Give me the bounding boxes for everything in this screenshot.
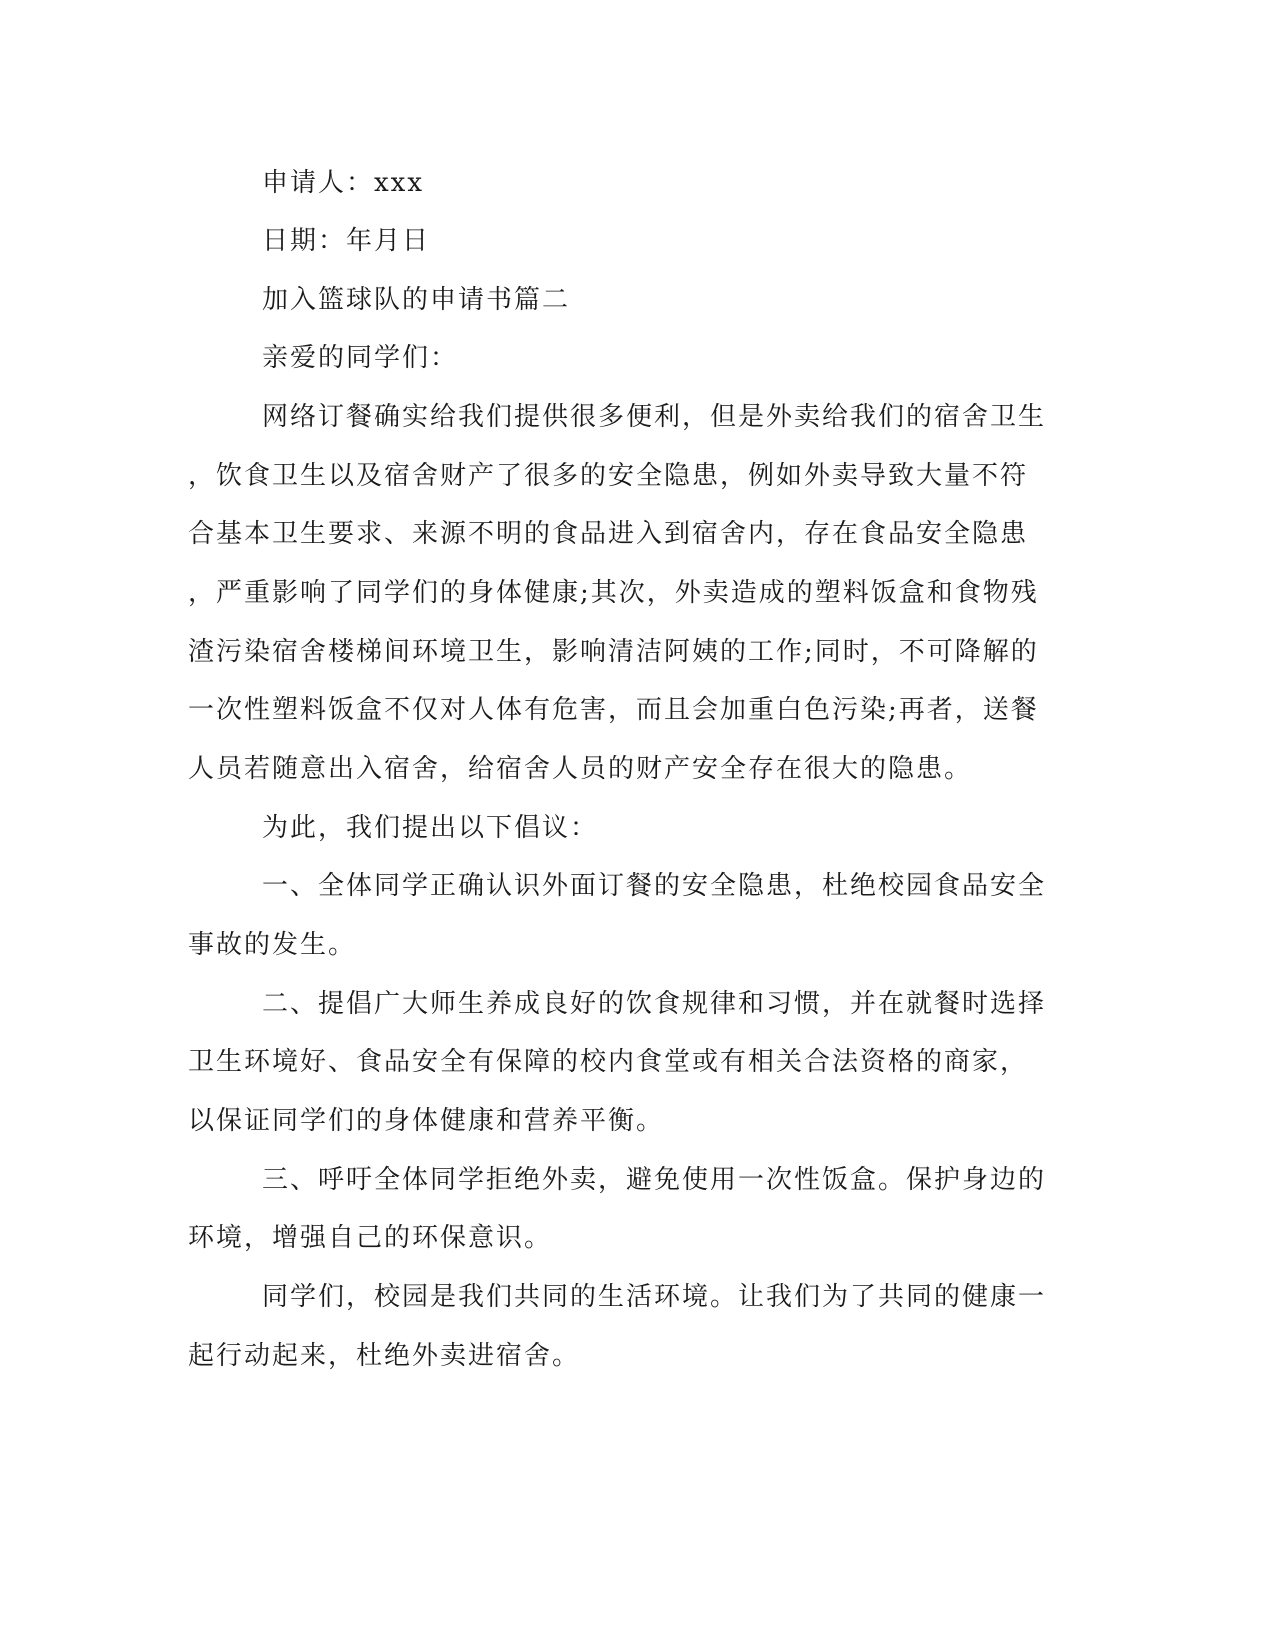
section-title: 加入篮球队的申请书篇二 [262, 285, 571, 315]
paragraph-line: 环境，增强自己的环保意识。 [188, 1223, 553, 1253]
closing-paragraph: 同学们，校园是我们共同的生活环境。让我们为了共同的健康一 [262, 1282, 1047, 1312]
paragraph-line: 合基本卫生要求、来源不明的食品进入到宿舍内，存在食品安全隐患 [188, 519, 1029, 549]
proposal-item-1: 一、全体同学正确认识外面订餐的安全隐患，杜绝校园食品安全 [262, 871, 1047, 901]
paragraph-line: 一次性塑料饭盒不仅对人体有危害，而且会加重白色污染;再者，送餐 [188, 695, 1039, 725]
paragraph-line: 起行动起来，杜绝外卖进宿舍。 [188, 1341, 581, 1371]
paragraph-line: 事故的发生。 [188, 930, 357, 960]
paragraph-line: 以保证同学们的身体健康和营养平衡。 [188, 1106, 665, 1136]
paragraph-line: ，饮食卫生以及宿舍财产了很多的安全隐患，例如外卖导致大量不符 [188, 461, 1029, 491]
proposal-item-3: 三、呼吁全体同学拒绝外卖，避免使用一次性饭盒。保护身边的 [262, 1165, 1047, 1195]
paragraph-line: ，严重影响了同学们的身体健康;其次，外卖造成的塑料饭盒和食物残 [188, 578, 1039, 608]
paragraph-line: 卫生环境好、食品安全有保障的校内食堂或有相关合法资格的商家， [188, 1047, 1029, 1077]
proposal-intro: 为此，我们提出以下倡议： [262, 813, 599, 843]
paragraph-line: 网络订餐确实给我们提供很多便利，但是外卖给我们的宿舍卫生 [262, 402, 1047, 432]
paragraph-line: 人员若随意出入宿舍，给宿舍人员的财产安全存在很大的隐患。 [188, 754, 973, 784]
salutation: 亲爱的同学们： [262, 343, 459, 373]
paragraph-line: 渣污染宿舍楼梯间环境卫生，影响清洁阿姨的工作;同时，不可降解的 [188, 637, 1039, 667]
proposal-item-2: 二、提倡广大师生养成良好的饮食规律和习惯，并在就餐时选择 [262, 989, 1047, 1019]
applicant-line: 申请人：xxx [262, 168, 424, 198]
date-line: 日期：年月日 [262, 226, 431, 256]
